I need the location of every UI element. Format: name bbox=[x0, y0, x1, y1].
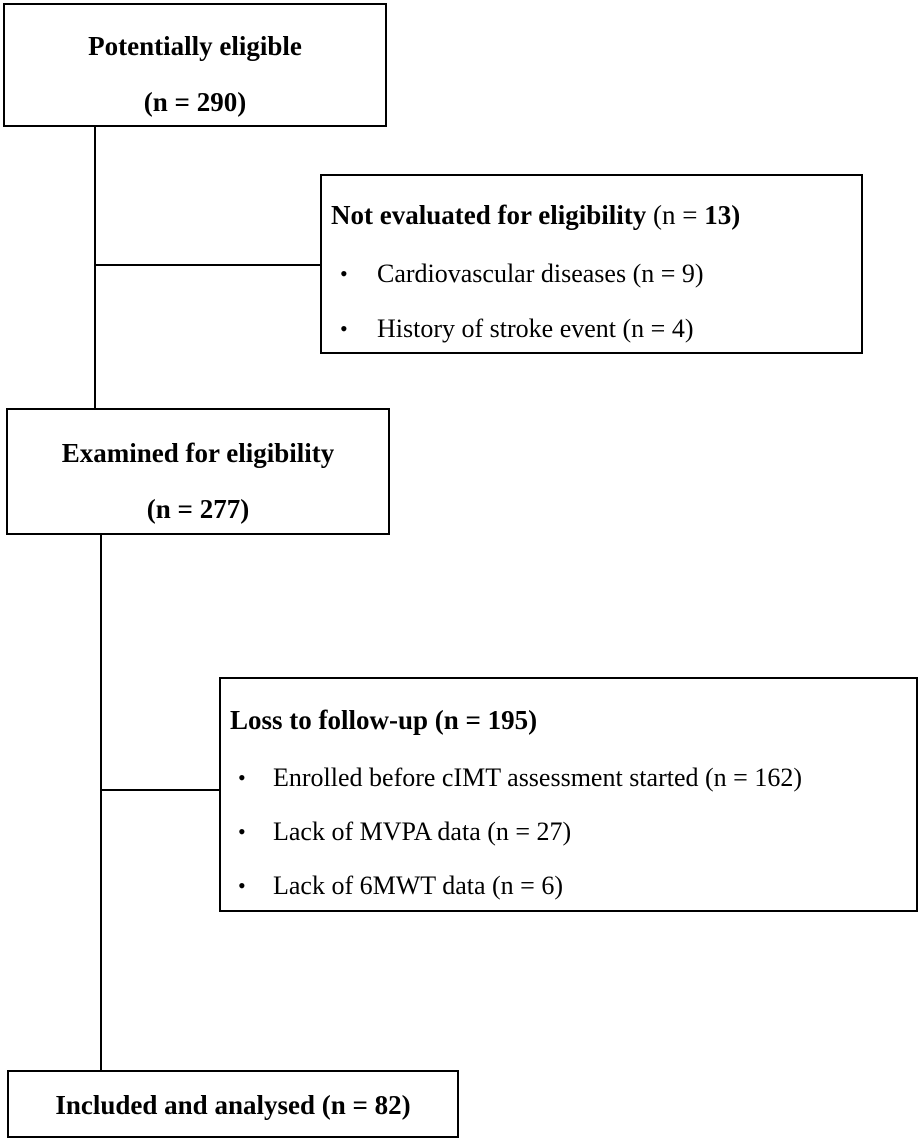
bullet-icon: • bbox=[340, 261, 348, 286]
not-evaluated-item: Cardiovascular diseases (n = 9) bbox=[377, 259, 704, 288]
bullet-icon: • bbox=[238, 765, 246, 790]
connector-line-1 bbox=[94, 126, 96, 408]
included-title: Included and analysed (n = 82) bbox=[55, 1090, 411, 1120]
examined-count: (n = 277) bbox=[146, 494, 250, 524]
bullet-icon: • bbox=[238, 819, 246, 844]
examined-title: Examined for eligibility bbox=[61, 438, 335, 468]
not-evaluated-title: Not evaluated for eligibility bbox=[331, 200, 647, 230]
connector-branch-1 bbox=[96, 264, 321, 266]
loss-followup-item: Lack of MVPA data (n = 27) bbox=[273, 817, 572, 846]
potentially-eligible-box bbox=[3, 3, 387, 127]
potentially-eligible-count: (n = 290) bbox=[143, 87, 247, 117]
loss-followup-box bbox=[219, 677, 918, 912]
bullet-icon: • bbox=[238, 873, 246, 898]
loss-followup-item: Enrolled before cIMT assessment started (n = 162) bbox=[273, 763, 802, 792]
loss-followup-item: Lack of 6MWT data (n = 6) bbox=[273, 871, 563, 900]
included-box bbox=[7, 1070, 459, 1138]
examined-box bbox=[6, 408, 390, 535]
connector-branch-2 bbox=[102, 789, 220, 791]
not-evaluated-box bbox=[320, 174, 863, 354]
bullet-icon: • bbox=[340, 316, 348, 341]
potentially-eligible-title: Potentially eligible bbox=[88, 31, 302, 61]
not-evaluated-count: (n = 13) bbox=[646, 200, 741, 230]
not-evaluated-heading bbox=[331, 200, 740, 231]
loss-followup-heading bbox=[230, 705, 537, 736]
connector-line-2 bbox=[100, 535, 102, 1071]
not-evaluated-item: History of stroke event (n = 4) bbox=[377, 314, 694, 343]
loss-followup-title: Loss to follow-up (n = 195) bbox=[230, 705, 538, 735]
